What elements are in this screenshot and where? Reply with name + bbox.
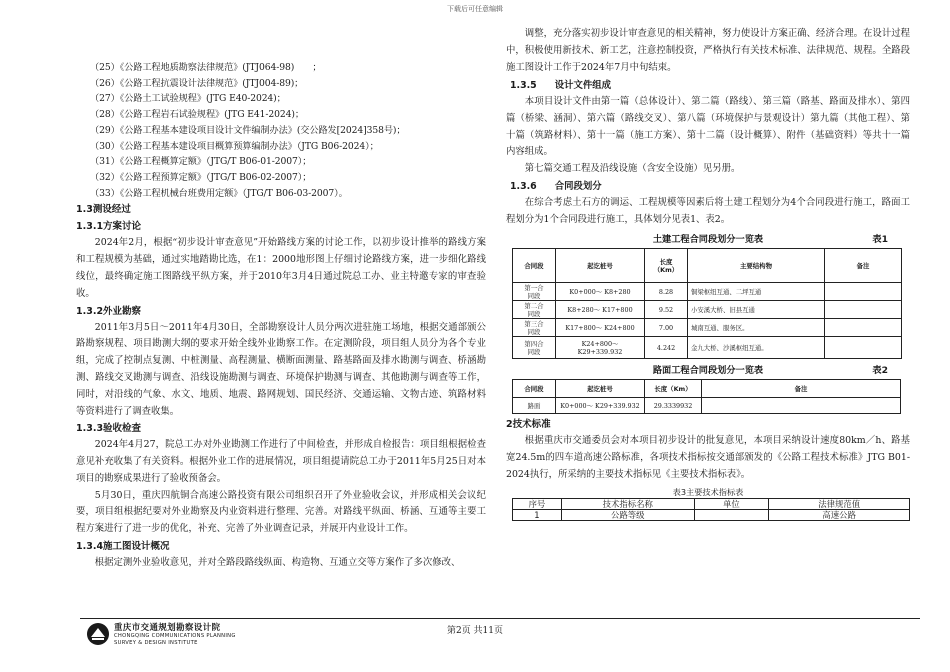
reference-item: （32）《公路工程预算定额》（JTG/T B06-02-2007）； [90, 171, 312, 183]
table-cell: 1 [513, 509, 562, 520]
section-title: 合同段划分 [554, 181, 602, 193]
table-header: 技术指标名称 [561, 498, 694, 509]
section-number: 1.3.5 [510, 79, 537, 91]
table2-title: 路面工程合同段划分一览表 [652, 365, 764, 377]
table-row [513, 319, 902, 337]
table2-number: 表2 [872, 365, 888, 377]
left-column [76, 60, 486, 572]
table-row [513, 301, 902, 319]
table-cell: 路面 [513, 398, 556, 414]
paragraph-doc-composition-1: 本项目设计文件由第一篇（总体设计）、第二篇（路线）、第三篇（路基、路面及排水）、第四篇（桥梁、涵洞）、第六篇（路线交叉）、第八篇（环境保护与景观设计）第九篇（其他工程）、第十篇（筑路材料）、第十一篇（施工方案）、第十二篇（设计概算）、附件（基础资料）等共十一篇内容组成。 [506, 95, 910, 158]
reference-item: （30）《公路工程基本建设项目概算预算编制办法》（JTG B06-2024）； [90, 140, 379, 152]
page-number: 第2页 共11页 [446, 626, 504, 636]
paragraph-field-survey: 2011年3月5日～2011年4月30日，全部勘察设计人员分两次进驻施工场地，根据交通部颁公路勘察规程、项目勘测大纲的要求开始全线外业勘察工作。在定测阶段，项目组人员分为各个专业组，完成了控制点复测、中桩测量、高程测量、横断面测量、路基路面及排水勘测与调查、桥涵勘测、路线交叉勘测与调查、沿线设施勘测与调查、环境保护勘测与调查、其他勘测与调查等工作，同时，对沿线的气象、水文、地质、地震、路网规划、国民经济、交通运输、文物古迹、筑路材料等资料进行了调查收集。 [76, 321, 486, 417]
table-cell: 29.3339932 [645, 398, 702, 414]
table-header: 长度（Km） [645, 380, 702, 398]
table-cell [825, 301, 902, 319]
table-civil-contracts [512, 248, 902, 359]
institute-name-en-line2: SURVEY & DESIGN INSTITUTE [114, 639, 198, 646]
table-cell: 第二合 同段 [513, 301, 556, 319]
table-header: 序号 [513, 498, 562, 509]
reference-item: （26）《公路工程抗震设计法律规范》(JTJ004-89)； [90, 77, 304, 89]
table-row [513, 337, 902, 359]
paragraph-acceptance-2: 5月30日，重庆四航铜合高速公路投资有限公司组织召开了外业验收会议，并形成相关会议纪要，项目组根据纪要对外业勘察及内业资料进行整理、完善。对路线平纵面、桥涵、互通等主要工程方案进行了进一步的优化，补充、完善了外业调查记录，并展开内业设计工作。 [76, 489, 486, 535]
paragraph-construction-design: 根据定测外业验收意见，并对全路段路线纵面、构造物、互通立交等方案作了多次修改、 [94, 557, 461, 569]
section-title: 设计文件组成 [554, 79, 611, 91]
table-header: 法律规范值 [769, 498, 910, 509]
table-header: 备注 [825, 249, 902, 283]
table-header: 起讫桩号 [556, 380, 645, 398]
paragraph-acceptance-1: 2024年4月27，院总工办对外业勘测工作进行了中间检查，并形成自检报告：项目组根据检查意见补充收集了有关资料。根据外业工作的进展情况，项目组提请院总工办于2011年5月25日对本项目的勘察成果进行了验收预备会。 [76, 439, 486, 484]
section-heading-1-3-2: 1.3.2外业勘察 [76, 305, 142, 317]
table-cell: K0+000～ K8+280 [556, 283, 645, 301]
table-cell: K0+000～ K29+339.932 [556, 398, 645, 414]
section-heading-1-3-1: 1.3.1方案讨论 [76, 221, 142, 233]
table1-number: 表1 [872, 234, 888, 246]
table-cell: 4.242 [645, 337, 688, 359]
reference-item: （27）《公路土工试验规程》(JTG E40-2024)； [90, 93, 286, 105]
reference-item: （29）《公路工程基本建设项目设计文件编制办法》(交公路发[2024]358号)； [90, 124, 406, 136]
table-cell: 公路等级 [561, 509, 694, 520]
table-cell: 铜梁枢纽互通、二坪互通 [688, 283, 825, 301]
paragraph-continued: 调整，充分落实初步设计审查意见的相关精神，努力使设计方案正确、经济合理。在设计过程中，积极使用新技术、新工艺，注意控制投资，严格执行有关技术标准、法律规范、规程。全路段施工图设计工作于2024年7月中旬结束。 [506, 28, 910, 73]
section-number: 1.3.6 [510, 181, 537, 193]
paragraph-plan-discussion: 2024年2月，根据“初步设计审查意见”开始路线方案的讨论工作，以初步设计推举的路线方案和工程规模为基础，通过实地踏勘比选，在1：2000地形图上仔细讨论路线方案，进一步细化路线线位，最终确定施工图路线平纵方案，并于2010年3月4日通过院总工办、业主特邀专家的审查验收。 [76, 237, 486, 299]
reference-item: （28）《公路工程岩石试验规程》(JTG E41-2024)； [90, 109, 304, 121]
table-header: 起讫桩号 [556, 249, 645, 283]
reference-item: （33）《公路工程机械台班费用定额》（JTG/T B06-03-2007）。 [90, 187, 348, 199]
table-cell: 8.28 [645, 283, 688, 301]
table-cell [702, 398, 901, 414]
table1-caption [506, 232, 910, 248]
table-header: 长度 （Km） [645, 249, 688, 283]
table-cell: 9.52 [645, 301, 688, 319]
table3-caption: 表3主要技术指标表 [672, 486, 744, 497]
section-heading-1-3: 1.3测设经过 [76, 204, 131, 216]
paragraph-technical-standard: 根据重庆市交通委员会对本项目初步设计的批复意见，本项目采纳设计速度80km／h、路基宽24.5m的四车道高速公路标准，各项技术指标按交通部颁发的《公路工程技术标准》JTG B01-2024执行，所采纳的主要技术指标见《主要技术指标表》。 [506, 435, 910, 480]
table-header: 合同段 [513, 249, 556, 283]
table-cell: 城南互通、服务区。 [688, 319, 825, 337]
table-header: 主要结构物 [688, 249, 825, 283]
table-row [513, 283, 902, 301]
reference-item: （31）《公路工程概算定额》（JTG/T B06-01-2007）； [90, 156, 312, 168]
footer-rule [80, 618, 920, 619]
table-cell: 第四合 同段 [513, 337, 556, 359]
table-cell [825, 283, 902, 301]
table-cell: 高速公路 [769, 509, 910, 520]
institute-name-en-line1: CHONGQING COMMUNICATIONS PLANNING [114, 633, 236, 639]
section-heading-1-3-4: 1.3.4施工图设计概况 [76, 541, 170, 553]
table-cell: 金九大桥、沙溪枢纽互通。 [688, 337, 825, 359]
right-column [506, 26, 910, 521]
table-cell: K24+800～ K29+339.932 [556, 337, 645, 359]
table-pavement-contracts [512, 379, 901, 414]
section-heading-1-3-3: 1.3.3验收检查 [76, 423, 142, 435]
table-cell: 第三合 同段 [513, 319, 556, 337]
table-header: 单位 [694, 498, 769, 509]
table-row [513, 398, 901, 414]
paragraph-doc-composition-2: 第七篇交通工程及沿线设施（含安全设施）见另册。 [524, 163, 741, 175]
table-technical-indicators [512, 498, 910, 521]
table-cell: 7.00 [645, 319, 688, 337]
table-cell: K8+280～ K17+800 [556, 301, 645, 319]
table-cell: K17+800～ K24+800 [556, 319, 645, 337]
top-note: 下载后可任意编辑 [447, 5, 503, 13]
table-cell: 第一合 同段 [513, 283, 556, 301]
table-header: 备注 [702, 380, 901, 398]
section-heading-2: 2技术标准 [506, 419, 551, 431]
page-footer [80, 618, 920, 658]
table-cell [825, 337, 902, 359]
table-cell [825, 319, 902, 337]
section-heading-1-3-6 [506, 178, 910, 195]
table1-title: 土建工程合同段划分一览表 [652, 234, 764, 246]
reference-list [76, 60, 486, 201]
table-header: 合同段 [513, 380, 556, 398]
section-heading-1-3-5 [506, 77, 910, 94]
paragraph-contract-sections: 在综合考虑土石方的调运、工程规模等因素后将土建工程划分为4个合同段进行施工，路面工程划分为1个合同段进行施工，具体划分见表1、表2。 [506, 197, 910, 226]
reference-item: （25）《公路工程地质勘察法律规范》(JTJ064-98) ； [90, 62, 322, 73]
table2-caption [506, 363, 910, 379]
table-cell [694, 509, 769, 520]
table-cell: 小安溪大桥、旧县互通 [688, 301, 825, 319]
institute-name-cn: 重庆市交通规划勘察设计院 [114, 622, 221, 632]
table-row [513, 509, 910, 520]
